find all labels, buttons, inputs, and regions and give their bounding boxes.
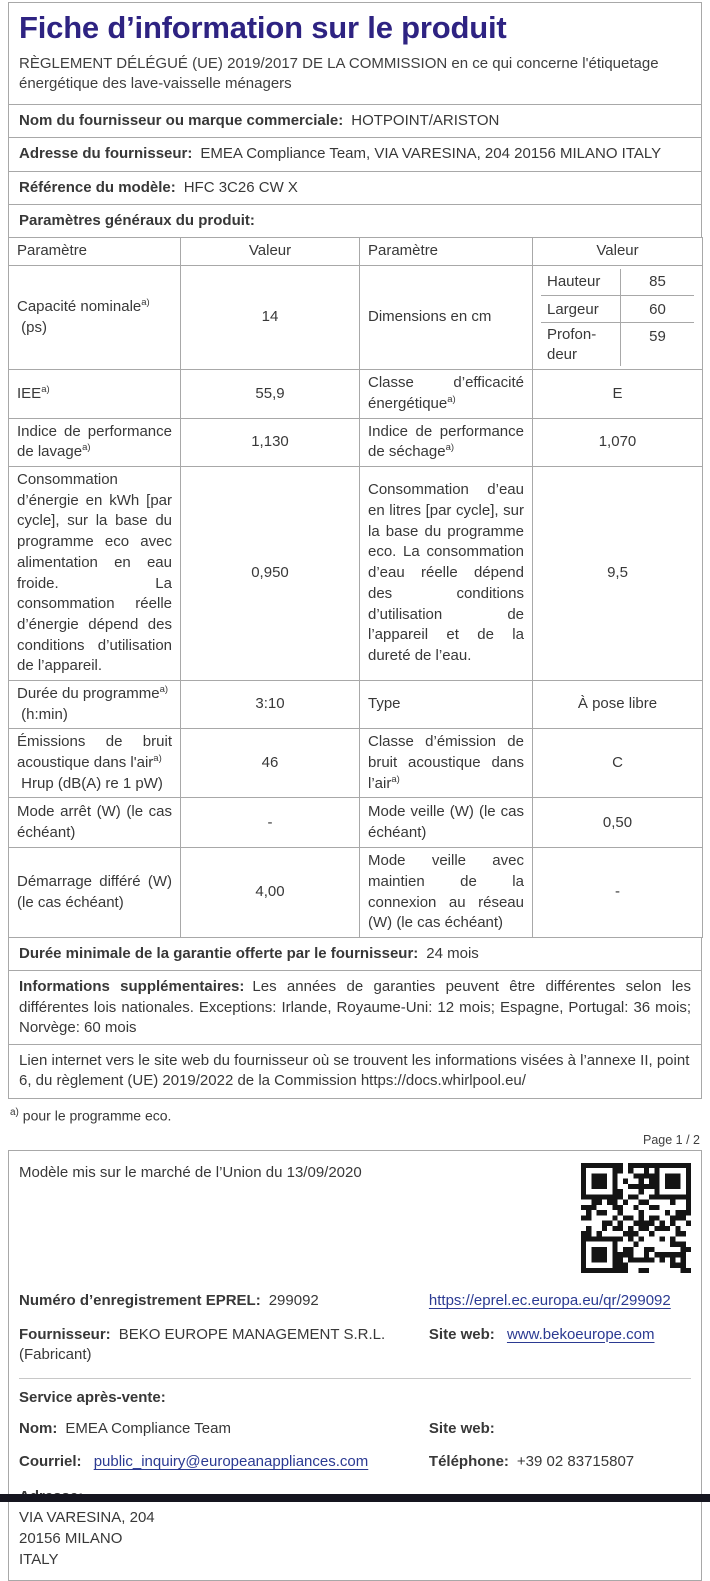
param-cell: Mode veille avec maintien de la connexion au réseau (W) (le cas échéant) [360, 848, 533, 938]
table-row [9, 265, 703, 370]
table-row [9, 370, 703, 418]
param-cell: Émissions de bruit acoustique dans l'air$^{a)}$ Hrup (dB(A) re 1 pW) [9, 729, 181, 798]
table-row [9, 729, 703, 798]
eprel-value: 299092 [268, 1292, 319, 1310]
after-sales-name-value: EMEA Compliance Team [65, 1420, 231, 1438]
guarantee-row [8, 937, 702, 971]
supplier-link-row [8, 1044, 702, 1099]
after-sales-heading: Service après-vente: [19, 1389, 166, 1407]
supplier-name-label: Nom du fournisseur ou marque commerciale: [19, 112, 344, 130]
param-cell: Consommation d’énergie en kWh [par cycle], sur la base du programme eco avec alimentation en eau froide. La consommation réelle d’énergie dépend des conditions d’utilisation de l’appareil. [9, 467, 181, 681]
email-label: Courriel: [19, 1453, 82, 1471]
after-sales-contact-row [19, 1452, 691, 1472]
dim-value: 85 [621, 269, 694, 296]
dim-value: 60 [621, 296, 694, 323]
footnote-text: pour le programme eco. [22, 1107, 172, 1124]
value-cell: 14 [181, 265, 360, 370]
qr-code [581, 1163, 691, 1277]
document-header [8, 2, 702, 105]
value-cell: À pose libre [533, 680, 703, 728]
param-cell: Classe d’efficacité énergétique$^{a)}$ [360, 370, 533, 418]
manufacturer-value: BEKO EUROPE MANAGEMENT S.R.L. (Fabricant) [19, 1325, 386, 1363]
param-cell: Mode arrêt (W) (le cas échéant) [9, 798, 181, 848]
param-cell: IEE$^{a)}$ [9, 370, 181, 418]
page-indicator: Page 1 / 2 [643, 1133, 700, 1148]
general-parameters-title: Paramètres généraux du produit: [19, 211, 255, 229]
email-link[interactable]: public_inquiry@europeanappliances.com [93, 1453, 369, 1471]
value-cell: - [533, 848, 703, 938]
dimensions-subtable [541, 269, 694, 367]
after-sales-name-label: Nom: [19, 1420, 58, 1438]
value-cell: 0,950 [181, 467, 360, 681]
param-cell: Indice de performance de lavage$^{a)}$ [9, 418, 181, 466]
dim-label: Hauteur [541, 269, 621, 296]
table-row [9, 418, 703, 466]
manufacturer-website-link[interactable]: www.bekoeurope.com [506, 1325, 655, 1343]
param-cell: Consommation d’eau en litres [par cycle], sur la base du programme eco. La consommation d’eau réelle dépend des conditions d’utilisation de l’appareil et de la dureté de l’eau. [360, 467, 533, 681]
registration-info-box [8, 1150, 702, 1580]
manufacturer-row [19, 1325, 691, 1366]
page-title: Fiche d’information sur le produit [19, 10, 507, 45]
phone-label: Téléphone: [428, 1453, 509, 1471]
after-sales-name-left [19, 1419, 429, 1439]
supplier-address-row [8, 137, 702, 171]
header-parametre-2: Paramètre [360, 238, 533, 266]
guarantee-label: Durée minimale de la garantie offerte par le fournisseur: [19, 945, 419, 963]
eprel-row [19, 1291, 691, 1311]
additional-info-value: Les années de garanties peuvent être différentes selon les différentes lois nationales. Exceptions: Irlande, Royaume-Uni: 12 mois; Espagne, Portugal: 36 mois; Norvège: 60 mois [19, 978, 691, 1036]
supplier-address-value: EMEA Compliance Team, VIA VARESINA, 204 20156 MILANO ITALY [200, 145, 662, 163]
param-cell: Capacité nominale$^{a)}$ (ps) [9, 265, 181, 370]
additional-info-label: Informations supplémentaires: [19, 978, 245, 996]
table-row [9, 798, 703, 848]
eprel-link-wrap [429, 1291, 691, 1311]
header-valeur-2: Valeur [533, 238, 703, 266]
value-cell: E [533, 370, 703, 418]
value-cell: 0,50 [533, 798, 703, 848]
guarantee-value: 24 mois [426, 945, 479, 963]
param-cell: Mode veille (W) (le cas échéant) [360, 798, 533, 848]
dim-label: Largeur [541, 296, 621, 323]
header-parametre-1: Paramètre [9, 238, 181, 266]
supplier-name-row [8, 104, 702, 138]
regulation-subtitle: RÈGLEMENT DÉLÉGUÉ (UE) 2019/2017 DE LA COMMISSION en ce qui concerne l'étiquetage énergétique des lave-vaisselle ménagers [19, 54, 659, 93]
address-line: VIA VARESINA, 204 [19, 1508, 155, 1526]
model-reference-label: Référence du modèle: [19, 178, 176, 196]
market-date-text: Modèle mis sur le marché de l’Union du 13/09/2020 [19, 1164, 362, 1182]
after-sales-name-row [19, 1419, 691, 1439]
param-cell: Classe d’émission de bruit acoustique dans l’air$^{a)}$ [360, 729, 533, 798]
value-cell: 3:10 [181, 680, 360, 728]
dim-value: 59 [621, 323, 694, 367]
value-cell: C [533, 729, 703, 798]
model-reference-row [8, 171, 702, 205]
value-cell: - [181, 798, 360, 848]
value-cell: 1,070 [533, 418, 703, 466]
header-valeur-1: Valeur [181, 238, 360, 266]
table-row [9, 680, 703, 728]
model-reference-value: HFC 3C26 CW X [183, 178, 298, 196]
website-label: Site web: [428, 1325, 495, 1343]
param-cell: Type [360, 680, 533, 728]
section-divider [19, 1378, 691, 1379]
general-parameters-table [8, 237, 703, 938]
param-cell: Durée du programme$^{a)}$ (h:min) [9, 680, 181, 728]
additional-info-row [8, 970, 702, 1045]
table-row [9, 467, 703, 681]
param-cell: Dimensions en cm [360, 265, 533, 370]
after-sales-phone-wrap [429, 1452, 691, 1472]
address-line: ITALY [19, 1550, 59, 1568]
param-cell: Démarrage différé (W) (le cas échéant) [9, 848, 181, 938]
footnote-marker: a) [10, 1106, 19, 1118]
product-fiche-document [8, 2, 702, 1581]
value-cell: 1,130 [181, 418, 360, 466]
market-date-row [19, 1163, 691, 1281]
page-bottom-bar [0, 1494, 710, 1502]
manufacturer-website-wrap [429, 1325, 691, 1345]
after-sales-website-wrap [429, 1419, 691, 1439]
phone-value: +39 02 83715807 [516, 1453, 635, 1471]
dim-label: Profon-deur [541, 323, 621, 367]
eprel-link[interactable]: https://eprel.ec.europa.eu/qr/299092 [428, 1292, 671, 1310]
address-line: 20156 MILANO [19, 1529, 123, 1547]
after-sales-email-left [19, 1452, 429, 1472]
param-cell: Indice de performance de séchage$^{a)}$ [360, 418, 533, 466]
supplier-link-text: Lien internet vers le site web du fournisseur où se trouvent les informations visées à l’annexe II, point 6, du règlement (UE) 2019/2022 de la Commission https://docs.whirlpool.eu/ [19, 1052, 690, 1090]
manufacturer-left [19, 1325, 429, 1366]
supplier-name-value: HOTPOINT/ARISTON [351, 112, 500, 130]
value-cell: 55,9 [181, 370, 360, 418]
eprel-label: Numéro d’enregistrement EPREL: [19, 1292, 261, 1310]
value-cell: 4,00 [181, 848, 360, 938]
table-header-row [9, 238, 703, 266]
manufacturer-label: Fournisseur: [19, 1325, 111, 1343]
value-cell: 46 [181, 729, 360, 798]
eco-footnote [10, 1107, 702, 1124]
dimensions-cell [533, 265, 703, 370]
eprel-left [19, 1291, 429, 1311]
general-parameters-title-row [8, 204, 702, 238]
value-cell: 9,5 [533, 467, 703, 681]
after-sales-website-label: Site web: [428, 1420, 495, 1438]
table-row [9, 848, 703, 938]
supplier-address-label: Adresse du fournisseur: [19, 145, 193, 163]
